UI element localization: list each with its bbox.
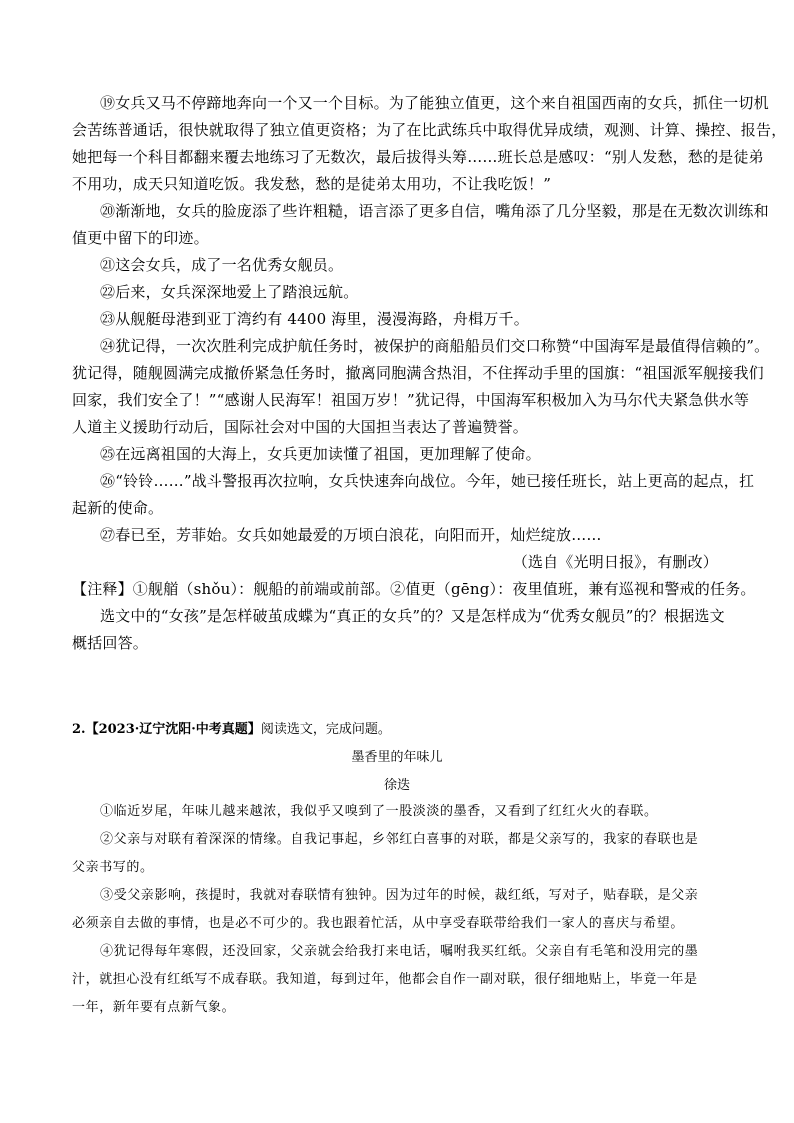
annotation-note: 【注释】①舰艏（shǒu）：舰船的前端或前部。②值更（gēng）：夜里值班，兼有巡视和警戒的任务。 bbox=[72, 580, 756, 598]
paragraph-line: ㉗春已至，芳菲始。女兵如她最爱的万顷白浪花，向阳而开，灿烂绽放…… bbox=[100, 526, 602, 544]
paragraph-line: 会苦练普通话，很快就取得了独立值更资格；为了在比武练兵中取得优异成绩，观测、计算、操控、报告， bbox=[72, 121, 787, 139]
paragraph-line: ②父亲与对联有着深深的情缘。自我记事起，乡邻红白喜事的对联，都是父亲写的，我家的春联也是 bbox=[100, 832, 699, 847]
paragraph-line: 人道主义援助行动后，国际社会对中国的大国担当表达了普遍赞誉。 bbox=[72, 418, 529, 436]
paragraph-line: 回家，我们安全了！”“感谢人民海军！祖国万岁！”犹记得，中国海军积极加入为马尔代夫紧急供水等 bbox=[72, 391, 750, 409]
paragraph-line: ③受父亲影响，孩提时，我就对春联情有独钟。因为过年的时候，裁红纸，写对子，贴春联，是父亲 bbox=[100, 888, 699, 903]
article-title: 墨香里的年味儿 bbox=[351, 750, 443, 765]
question-text: 概括回答。 bbox=[72, 634, 149, 652]
paragraph-line: ⑲女兵又马不停蹄地奔向一个又一个目标。为了能独立值更，这个来自祖国西南的女兵，抓住一切机 bbox=[100, 94, 769, 112]
paragraph-line: ㉕在远离祖国的大海上，女兵更加读懂了祖国，更加理解了使命。 bbox=[100, 445, 541, 463]
source-citation: （选自《光明日报》，有删改） bbox=[512, 553, 718, 571]
paragraph-line: ①临近岁尾，年味儿越来越浓，我似乎又嗅到了一股淡淡的墨香，又看到了红红火火的春联。 bbox=[100, 804, 658, 819]
paragraph-line: 起新的使命。 bbox=[72, 499, 164, 517]
question-prompt: 阅读选文，完成问题。 bbox=[260, 722, 391, 737]
paragraph-line: ㉑这会女兵，成了一名优秀女舰员。 bbox=[100, 256, 344, 274]
paragraph-line: 汁，就担心没有红纸写不成春联。我知道，每到过年，他都会自作一副对联，很仔细地贴上，毕竟一年是 bbox=[72, 972, 698, 987]
exam-source-tag: 【2023·辽宁沈阳·中考真题】 bbox=[85, 722, 261, 737]
paragraph-line: ④犹记得每年寒假，还没回家，父亲就会给我打来电话，嘱咐我买红纸。父亲自有毛笔和没用完的墨 bbox=[100, 944, 699, 959]
paragraph-line: ㉔犹记得，一次次胜利完成护航任务时，被保护的商船船员们交口称赞“中国海军是最值得信赖的”。 bbox=[100, 337, 770, 355]
paragraph-line: 父亲书写的。 bbox=[72, 860, 154, 875]
paragraph-line: 她把每一个科目都翻来覆去地练习了无数次，最后拔得头筹……班长总是感叹：“别人发愁，愁的是徒弟 bbox=[72, 148, 764, 166]
paragraph-line: ㉓从舰艇母港到亚丁湾约有 4400 海里，漫漫海路，舟楫万千。 bbox=[100, 310, 529, 328]
question-number: 2. bbox=[72, 722, 86, 737]
question-text: 选文中的“女孩”是怎样破茧成蝶为“真正的女兵”的？又是怎样成为“优秀女舰员”的？根据选文 bbox=[100, 607, 725, 625]
paragraph-line: 一年，新年要有点新气象。 bbox=[72, 1000, 236, 1015]
question-2-header bbox=[72, 716, 732, 743]
passage-2 bbox=[72, 798, 732, 1022]
paragraph-line: ㉒后来，女兵深深地爱上了踏浪远航。 bbox=[100, 283, 359, 301]
passage-1 bbox=[72, 90, 787, 657]
paragraph-line: 犹记得，随舰圆满完成撤侨紧急任务时，撤离同胞满含热泪，不住挥动手里的国旗：“祖国派军舰接我们 bbox=[72, 364, 764, 382]
paragraph-line: 不用功，成天只知道吃饭。我发愁，愁的是徒弟太用功，不让我吃饭！” bbox=[72, 175, 552, 193]
paragraph-line: ⑳渐渐地，女兵的脸庞添了些许粗糙，语言添了更多自信，嘴角添了几分坚毅，那是在无数次训练和 bbox=[100, 202, 769, 220]
paragraph-line: 必须亲自去做的事情，也是必不可少的。我也跟着忙活，从中享受春联带给我们一家人的喜庆与希望。 bbox=[72, 916, 685, 931]
paragraph-line: 值更中留下的印迹。 bbox=[72, 229, 209, 247]
paragraph-line: ㉖“铃铃……”战斗警报再次拉响，女兵快速奔向战位。今年，她已接任班长，站上更高的起点，扛 bbox=[100, 472, 755, 490]
article-author: 徐迭 bbox=[383, 778, 410, 793]
